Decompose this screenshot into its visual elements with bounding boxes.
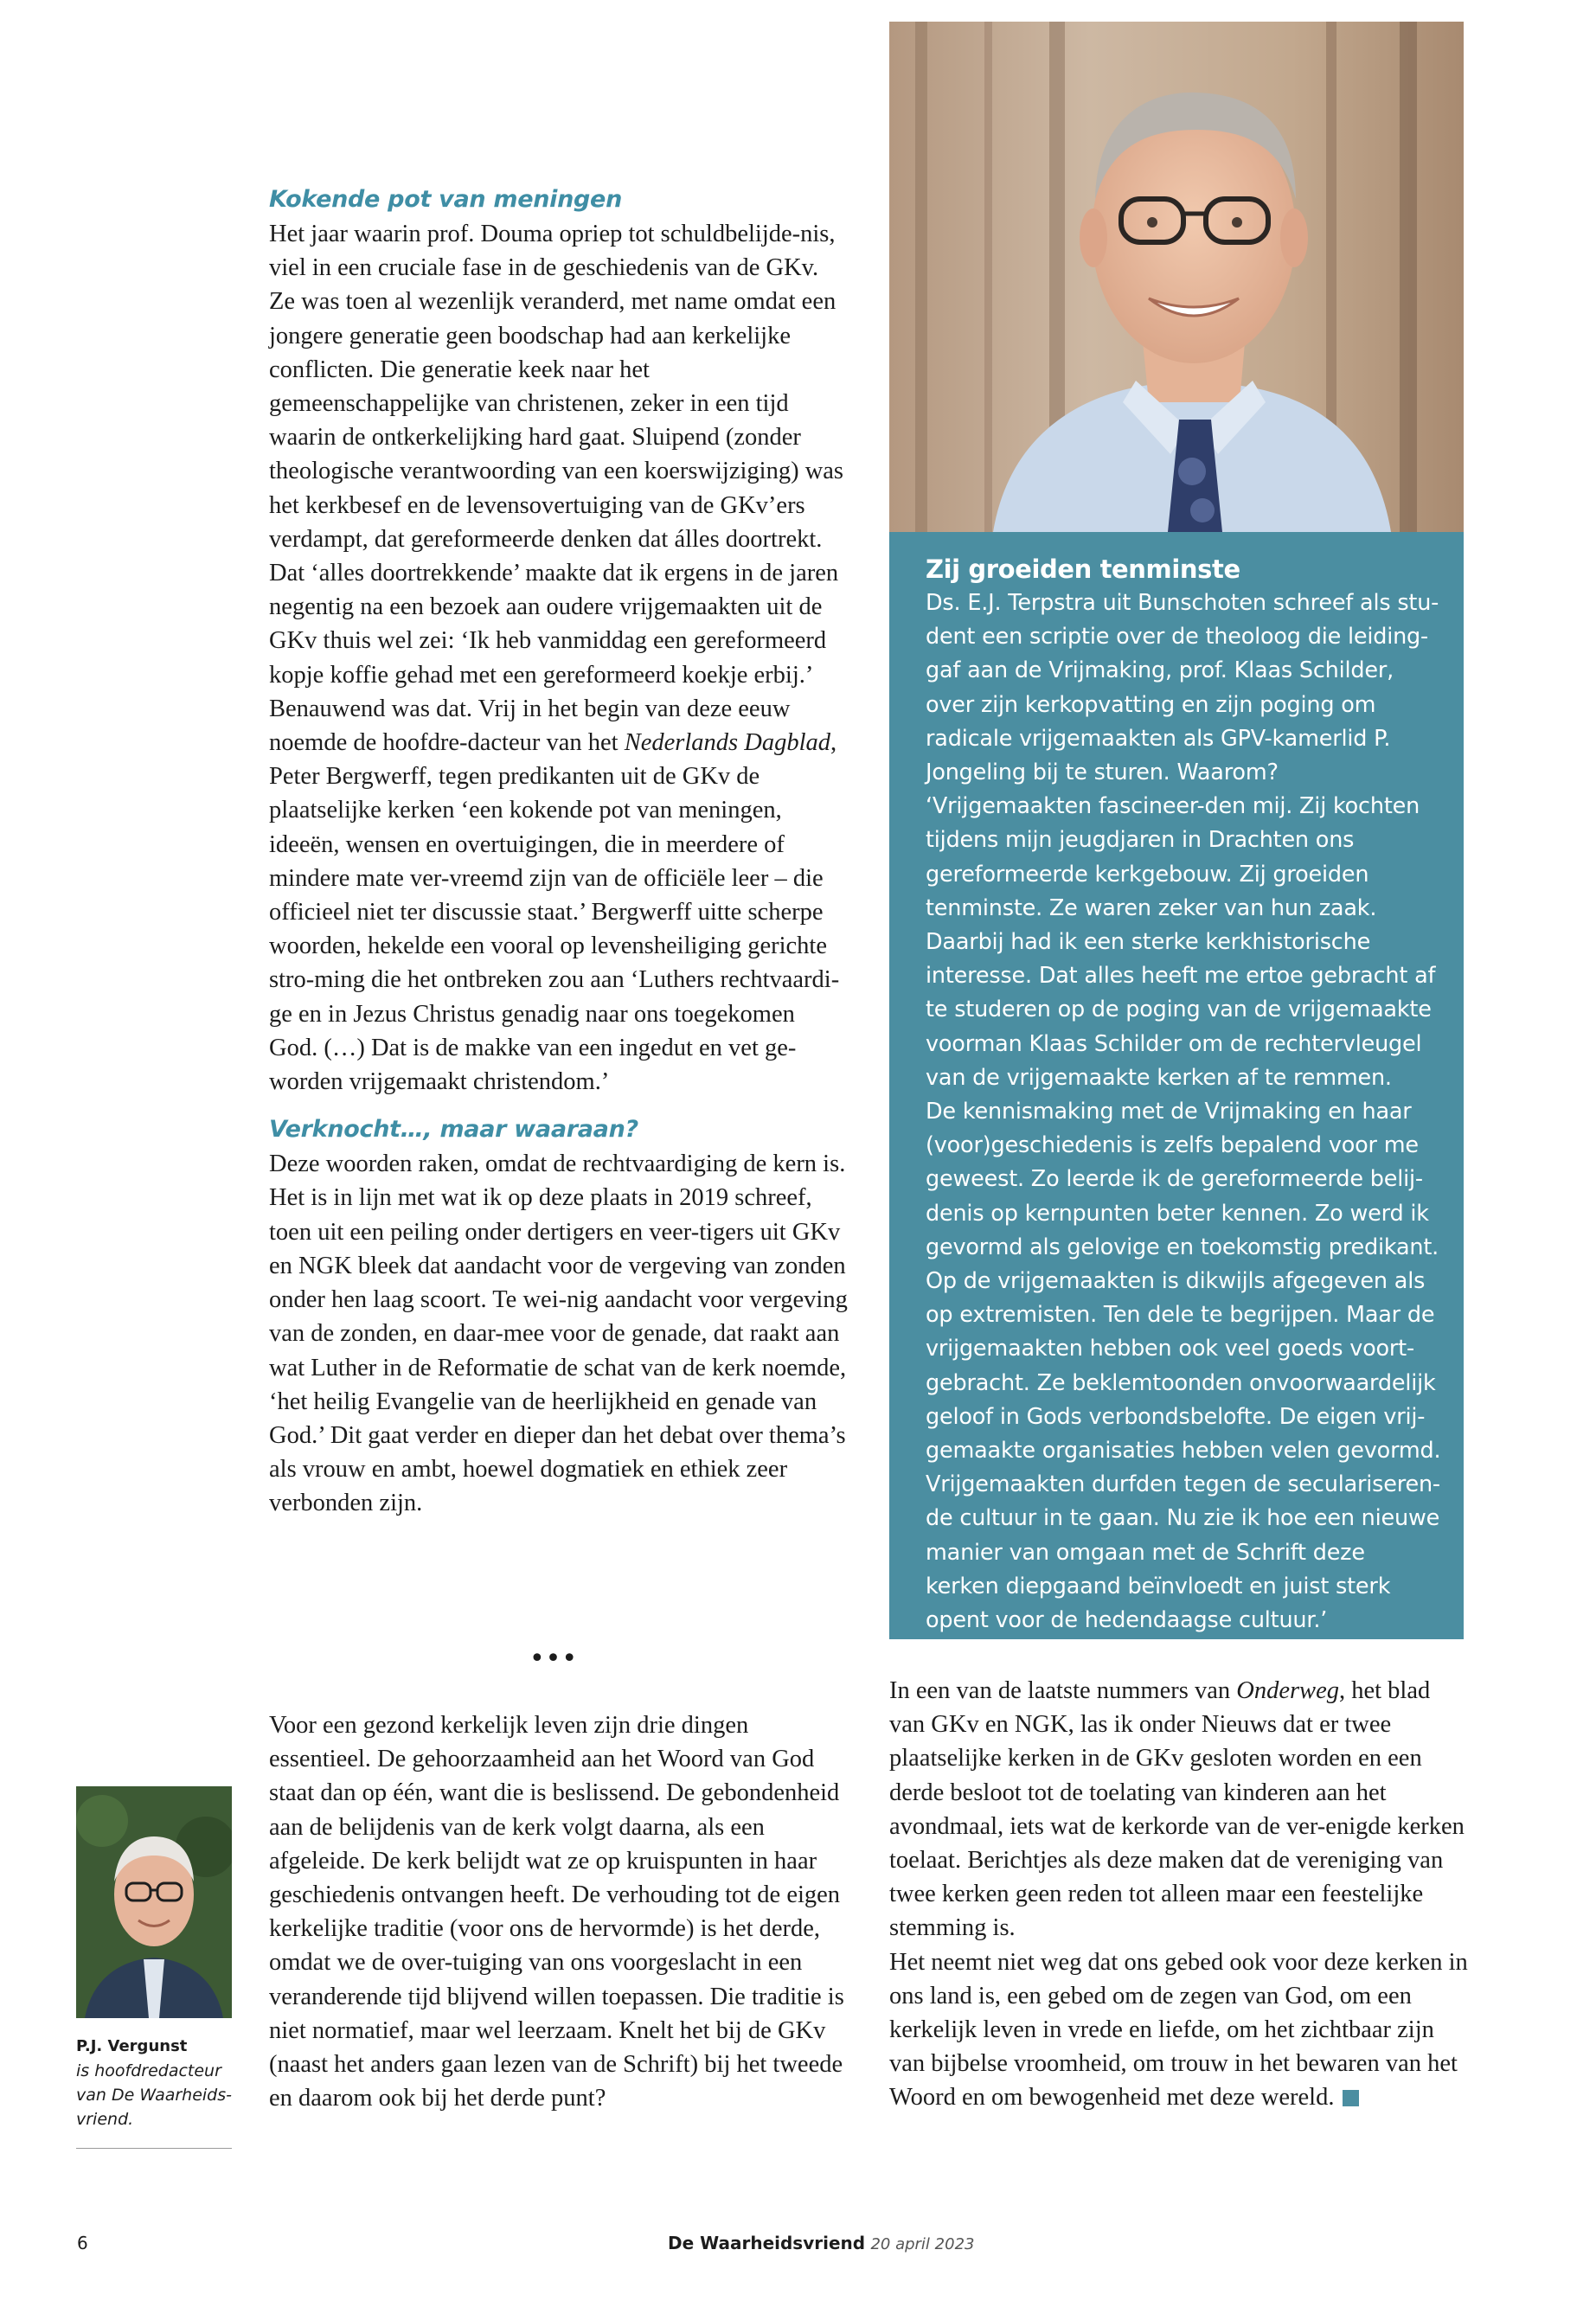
author-role: is hoofdredacteur van De Waarheids-vriend.: [76, 2061, 232, 2129]
paragraph-gebed: Het neemt niet weg dat ons gebed ook voor deze kerken in ons land is, een gebed om de zegen van God, om een kerkelijk leven in vrede en liefde, om het zichtbaar zijn van bijbelse vroomheid, om trouw in het bewaren van het Woord en om bewogenheid met deze wereld.: [889, 1948, 1468, 2112]
sidebar-paragraph-2: De kennismaking met de Vrijmaking en haar (voor)geschiedenis is zelfs bepalend voor me geweest. Zo leerde ik de gereformeerde belij-denis op kernpunten beter kennen. Zo werd ik gevormd als gelovige en toekomstig predikant. Op de vrijgemaakten is dikwijls afgegeven als op extremisten. Ten dele te begrijpen. Maar de vrijgemaakten hebben ook veel goeds voort-gebracht. Ze beklemtoonden onvoorwaardelijk geloof in Gods verbondsbelofte. De eigen vrij-gemaakte organisaties hebben velen gevormd. Vrijgemaakten durfden tegen de seculariseren-de cultuur in te gaan. Nu zie ik hoe een nieuwe manier van omgaan met de Schrift deze kerken diepgaand beïnvloedt en juist sterk opent voor de hedendaagse cultuur.’: [926, 1099, 1441, 1634]
sidebar-paragraph-1: Ds. E.J. Terpstra uit Bunschoten schreef als stu-dent een scriptie over de theoloog die leiding-gaf aan de Vrijmaking, prof. Klaas Schilder, over zijn kerkopvatting en zijn poging om radicale vrijgemaakten als GPV-kamerlid P. Jongeling bij te sturen. Waarom? ‘Vrijgemaakten fascineer-den mij. Zij kochten tijdens mijn jeugdjaren in Drachten ons gereformeerde kerkgebouw. Zij groeiden tenminste. Ze waren zeker van hun zaak. Daarbij had ik een sterke kerkhistorische interesse. Dat alles heeft me ertoe gebracht af te studeren op de poging van de vrijgemaakte voorman Klaas Schilder om de rechtervleugel van de vrijgemaakte kerken af te remmen.: [926, 590, 1439, 1091]
section-heading-verknocht: Verknocht…, maar waaraan?: [269, 1116, 638, 1144]
portrait-image: [889, 22, 1464, 532]
page-number: 6: [77, 2233, 88, 2253]
sidebar-box: [889, 532, 1464, 1639]
footer-publication: [668, 2233, 975, 2255]
author-caption: [76, 2035, 232, 2131]
author-divider: [76, 2148, 232, 2149]
article-column-left-bottom: [269, 1708, 849, 2115]
author-name: P.J. Vergunst: [76, 2037, 188, 2055]
publication-date: 20 april 2023: [870, 2235, 975, 2253]
author-image: [76, 1786, 232, 2018]
article-column-left: [269, 183, 849, 1521]
sidebar-heading: Zij groeiden tenminste: [926, 554, 1240, 584]
section-heading-kokende-pot: Kokende pot van meningen: [269, 186, 622, 213]
author-photo: [76, 1786, 232, 2018]
paragraph-onderweg: In een van de laatste nummers van Onderweg, het blad van GKv en NGK, las ik onder Nieuws dat er twee plaatselijke kerken in de GKv gesloten worden en een derde besloot tot de toelating van kinderen aan het avondmaal, iets wat de kerkorde van de ver-enigde kerken toelaat. Berichtjes als deze maken dat de vereniging van twee kerken geen reden tot alleen maar een feestelijke stemming is.: [889, 1677, 1465, 1942]
publication-name: De Waarheidsvriend: [668, 2233, 866, 2253]
article-column-right-bottom: [889, 1674, 1469, 2115]
paragraph-kokende-pot: Het jaar waarin prof. Douma opriep tot schuldbelijde-nis, viel in een cruciale fase in de geschiedenis van de GKv. Ze was toen al wezenlijk veranderd, met name omdat een jongere generatie geen boodschap had aan kerkelijke conflicten. Die generatie keek naar het gemeenschappelijke van christenen, zeker in een tijd waarin de ontkerkelijking hard gaat. Sluipend (zonder theologische verantwoording van een koerswijziging) was het kerkbesef en de levensovertuiging van de GKv’ers verdampt, dat gereformeerde denken dat álles doortrekt. Dat ‘alles doortrekkende’ maakte dat ik ergens in de jaren negentig na een bezoek aan oudere vrijgemaakten uit de GKv thuis wel zei: ‘Ik heb vanmiddag een gereformeerd kopje koffie gehad met een gereformeerd koekje erbij.’ Benauwend was dat. Vrij in het begin van deze eeuw noemde de hoofdre-dacteur van het Nederlands Dagblad, Peter Bergwerff, tegen predikanten uit de GKv de plaatselijke kerken ‘een kokende pot van meningen, ideeën, wensen en overtuigingen, die in meerdere of mindere mate ver-vreemd zijn van de officiële leer – die officieel niet ter discussie staat.’ Bergwerff uitte scherpe woorden, hekelde een vooral op levensheiliging gerichte stro-ming die het ontbreken zou aan ‘Luthers rechtvaardi-ge en in Jezus Christus genadig naar ons toegekomen God. (…) Dat is de makke van een ingedut en vet ge-worden vrijgemaakt christendom.’: [269, 221, 844, 1096]
paragraph-gezond-kerkelijk-leven: Voor een gezond kerkelijk leven zijn drie dingen essentieel. De gehoorzaamheid aan het Woord van God staat dan op één, want die is beslissend. De gebondenheid aan de belijdenis van de kerk volgt daarna, als een afgeleide. De kerk belijdt wat ze op kruispunten in haar geschiedenis ontvangen heeft. De verhouding tot de eigen kerkelijke traditie (voor ons de hervormde) is het derde, omdat we de over-tuiging van ons voorgeslacht in een veranderende tijd blijvend willen toepassen. Die traditie is niet normatief, maar wel leerzaam. Knelt het bij de GKv (naast het anders gaan lezen van de Schrift) bij het tweede en daarom ook bij het derde punt?: [269, 1712, 844, 2112]
end-mark-icon: [1343, 2090, 1359, 2106]
paragraph-verknocht: Deze woorden raken, omdat de rechtvaardiging de kern is. Het is in lijn met wat ik op deze plaats in 2019 schreef, toen uit een peiling onder dertigers en veer-tigers uit GKv en NGK bleek dat aandacht voor de vergeving van zonden onder hen laag scoort. Te wei-nig aandacht voor vergeving van de zonden, en daar-mee voor de genade, dat raakt aan wat Luther in de Reformatie de schat van de kerk noemde, ‘het heilig Evangelie van de heerlijkheid en genade van God.’ Dit gaat verder en dieper dan het debat over thema’s als vrouw en ambt, hoewel dogmatiek en ethiek zeer verbonden zijn.: [269, 1150, 848, 1517]
section-divider: •••: [529, 1644, 579, 1674]
portrait-photo-terpstra: [889, 22, 1464, 532]
